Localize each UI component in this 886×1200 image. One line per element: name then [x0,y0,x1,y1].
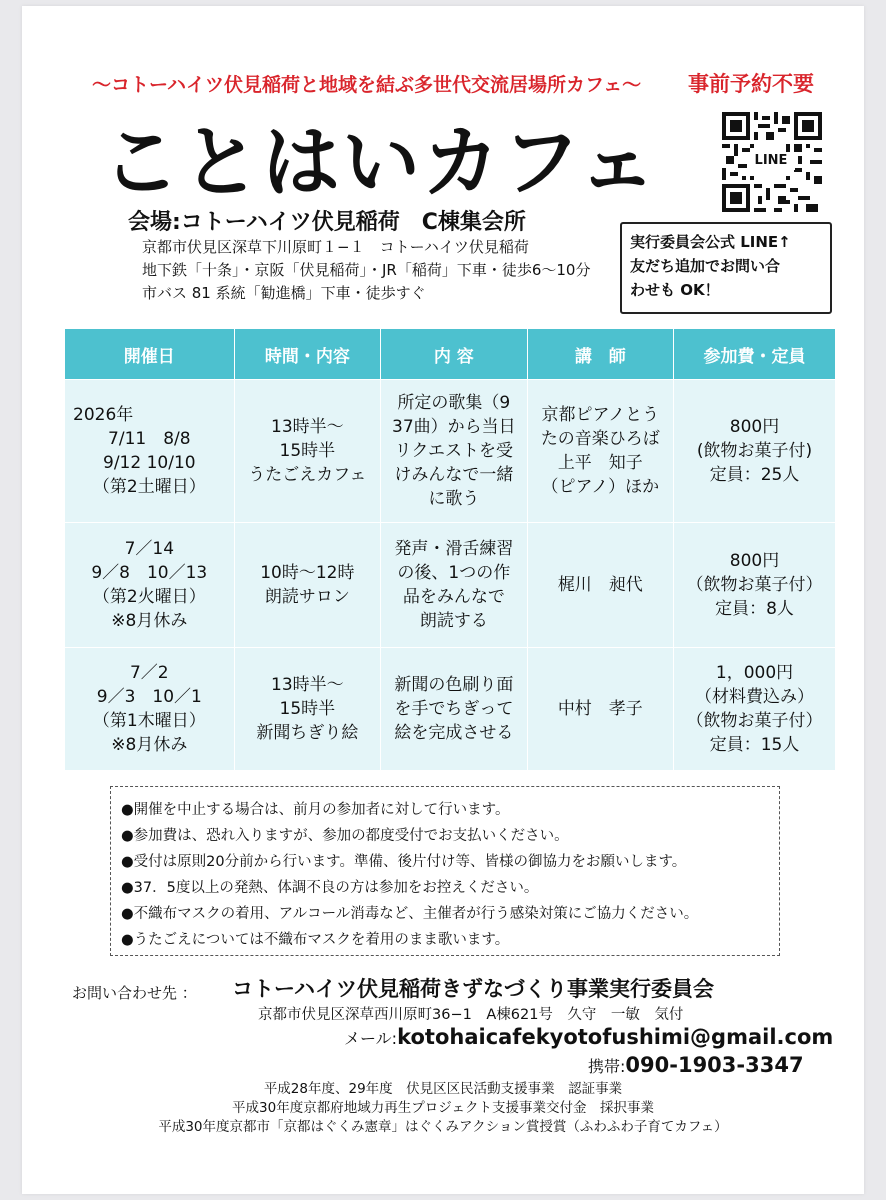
cell-line: リクエストを受 [394,441,513,461]
cell-line: 800円 [729,417,780,437]
note-item: ●不織布マスクの着用、アルコール消毒など、主催者が行う感染対策にご協力ください。 [121,906,699,922]
cell-line: の後、1つの作 [397,563,511,583]
column-header: 開催日 [65,329,235,380]
contact-label: お問い合わせ先 ： [72,984,197,1002]
cell-line: に歌う [428,489,480,509]
page-title: ことはいカフェ [102,118,659,208]
credit-line: 平成30年度京都市「京都はぐくみ憲章」はぐくみアクション賞授賞（ふわふわ子育てカフェ） [158,1119,728,1135]
cell-line: うたごえカフェ [248,465,367,485]
phone-label: 携帯: [588,1057,626,1076]
cell-line: 定員：15人 [709,735,800,755]
cell-line: 9/12 10/10 [103,453,196,473]
support-credits [0,1080,886,1137]
cell-line: （第2土曜日） [92,477,206,497]
note-item: ●37．5度以上の発熱、体調不良の方は参加をお控えください。 [121,880,539,896]
cell-line: 15時半 [279,441,336,461]
cell-line: 800円 [729,551,780,571]
schedule-table [64,328,836,771]
cell-line: (飲物お菓子付) [696,441,813,461]
cell-line: 13時半〜 [271,417,344,437]
subtitle: 〜コトーハイツ伏見稲荷と地域を結ぶ多世代交流居場所カフェ〜 [92,74,642,96]
cell-line: 9／3 10／1 [96,687,202,707]
column-header: 参加費・定員 [674,329,836,380]
dates-cell [65,523,235,648]
cell-line: 上平 知子 [557,453,643,473]
line-note-text: 友だち追加でお問い合 [630,257,781,275]
email-address[interactable]: kotohaicafekyotofushimi@gmail.com [397,1025,834,1049]
venue-name: 会場:コトーハイツ伏見稲荷 C棟集会所 [128,210,526,235]
cell-line: 定員：8人 [715,599,794,619]
instructor-cell [527,648,673,771]
cell-line: 新聞の色刷り面 [394,675,514,695]
fee-cell [674,380,836,523]
column-header: 内 容 [381,329,527,380]
content-cell [381,648,527,771]
note-item: ●うたごえについては不織布マスクを着用のまま歌います。 [121,932,510,948]
table-row [65,648,836,771]
time-cell [234,523,380,648]
cell-line: 1，000円 [715,663,794,683]
cell-line: （第2火曜日） [92,587,206,607]
cell-line: 絵を完成させる [394,723,514,743]
instructor-cell [527,380,673,523]
cell-line: 7／14 [124,539,175,559]
credit-line: 平成28年度、29年度 伏見区区民活動支援事業 認証事業 [263,1081,623,1097]
cell-line: 10時〜12時 [260,563,355,583]
cell-line: （材料費込み） [695,687,815,707]
contact-address: 京都市伏見区深草西川原町36−1 A棟621号 久守 一敏 気付 [258,1007,684,1023]
address-line: 京都市伏見区深草下川原町１−１ コトーハイツ伏見稲荷 [142,238,529,256]
cell-line: 7/11 8/8 [108,429,191,449]
note-item: ●参加費は、恐れ入りますが、参加の都度受付でお支払いください。 [121,828,569,844]
content-cell [381,523,527,648]
cell-line: 所定の歌集（9 [397,393,511,413]
cell-line: 9／8 10／13 [91,563,208,583]
line-note-text: わせも OK！ [630,281,720,299]
cell-line: （飲物お菓子付） [686,575,823,595]
cell-line: 発声・滑舌練習 [394,539,514,559]
cell-line: を手でちぎって [394,699,514,719]
line-note-text: 実行委員会公式 LINE↑ [630,233,791,251]
note-item: ●受付は原則20分前から行います。準備、後片付け等、皆様の御協力をお願いします。 [121,854,687,870]
cell-line: 37曲）から当日 [392,417,516,437]
credit-line: 平成30年度京都府地域力再生プロジェクト支援事業交付金 採択事業 [232,1100,654,1116]
fee-cell [674,523,836,648]
cell-line: ※8月休み [111,735,188,755]
cell-line: 15時半 [279,699,336,719]
no-reservation-badge: 事前予約不要 [688,72,814,96]
cell-line: 2026年 [73,405,134,425]
cell-line: （第1木曜日） [92,711,206,731]
cell-line: 定員：25人 [709,465,800,485]
cell-line: 朗読する [419,611,488,631]
column-header: 講 師 [527,329,673,380]
content-cell [381,380,527,523]
cell-line: （ピアノ）ほか [541,477,660,497]
notes-box [110,786,780,956]
cell-line: 品をみんなで [402,587,505,607]
address-line: 地下鉄「十条」・京阪「伏見稲荷」・JR「稲荷」下車・徒歩6〜10分 [142,261,591,279]
table-row [65,523,836,648]
cell-line: 京都ピアノとう [541,405,660,425]
cell-line: 7／2 [129,663,169,683]
cell-line: 朗読サロン [264,587,350,607]
phone-number[interactable]: 090-1903-3347 [625,1053,804,1077]
cell-line: たの音楽ひろば [540,429,660,449]
table-row [65,380,836,523]
fee-cell [674,648,836,771]
instructor-cell [527,523,673,648]
table-header-row [65,329,836,380]
cell-line: 13時半〜 [271,675,344,695]
email-label: メール: [344,1029,398,1048]
venue-address [142,236,590,305]
cell-line: 新聞ちぎり絵 [256,723,359,743]
time-cell [234,648,380,771]
note-item: ●開催を中止する場合は、前月の参加者に対して行います。 [121,802,510,818]
qr-line-label: LINE [747,152,795,170]
cell-line: ※8月休み [111,611,188,631]
cell-line: （飲物お菓子付） [686,711,823,731]
address-line: 市バス 81 系統「勧進橋」下車・徒歩すぐ [142,284,426,302]
cell-line: けみんなで一緒 [394,465,514,485]
time-cell [234,380,380,523]
dates-cell [65,648,235,771]
column-header: 時間・内容 [234,329,380,380]
line-friend-note [620,222,832,314]
cell-line: 中村 孝子 [557,699,643,719]
organization-name: コトーハイツ伏見稲荷きずなづくり事業実行委員会 [232,977,714,1001]
phone-line [588,1053,804,1077]
cell-line: 梶川 昶代 [557,575,643,595]
email-line [344,1025,833,1049]
dates-cell [65,380,235,523]
